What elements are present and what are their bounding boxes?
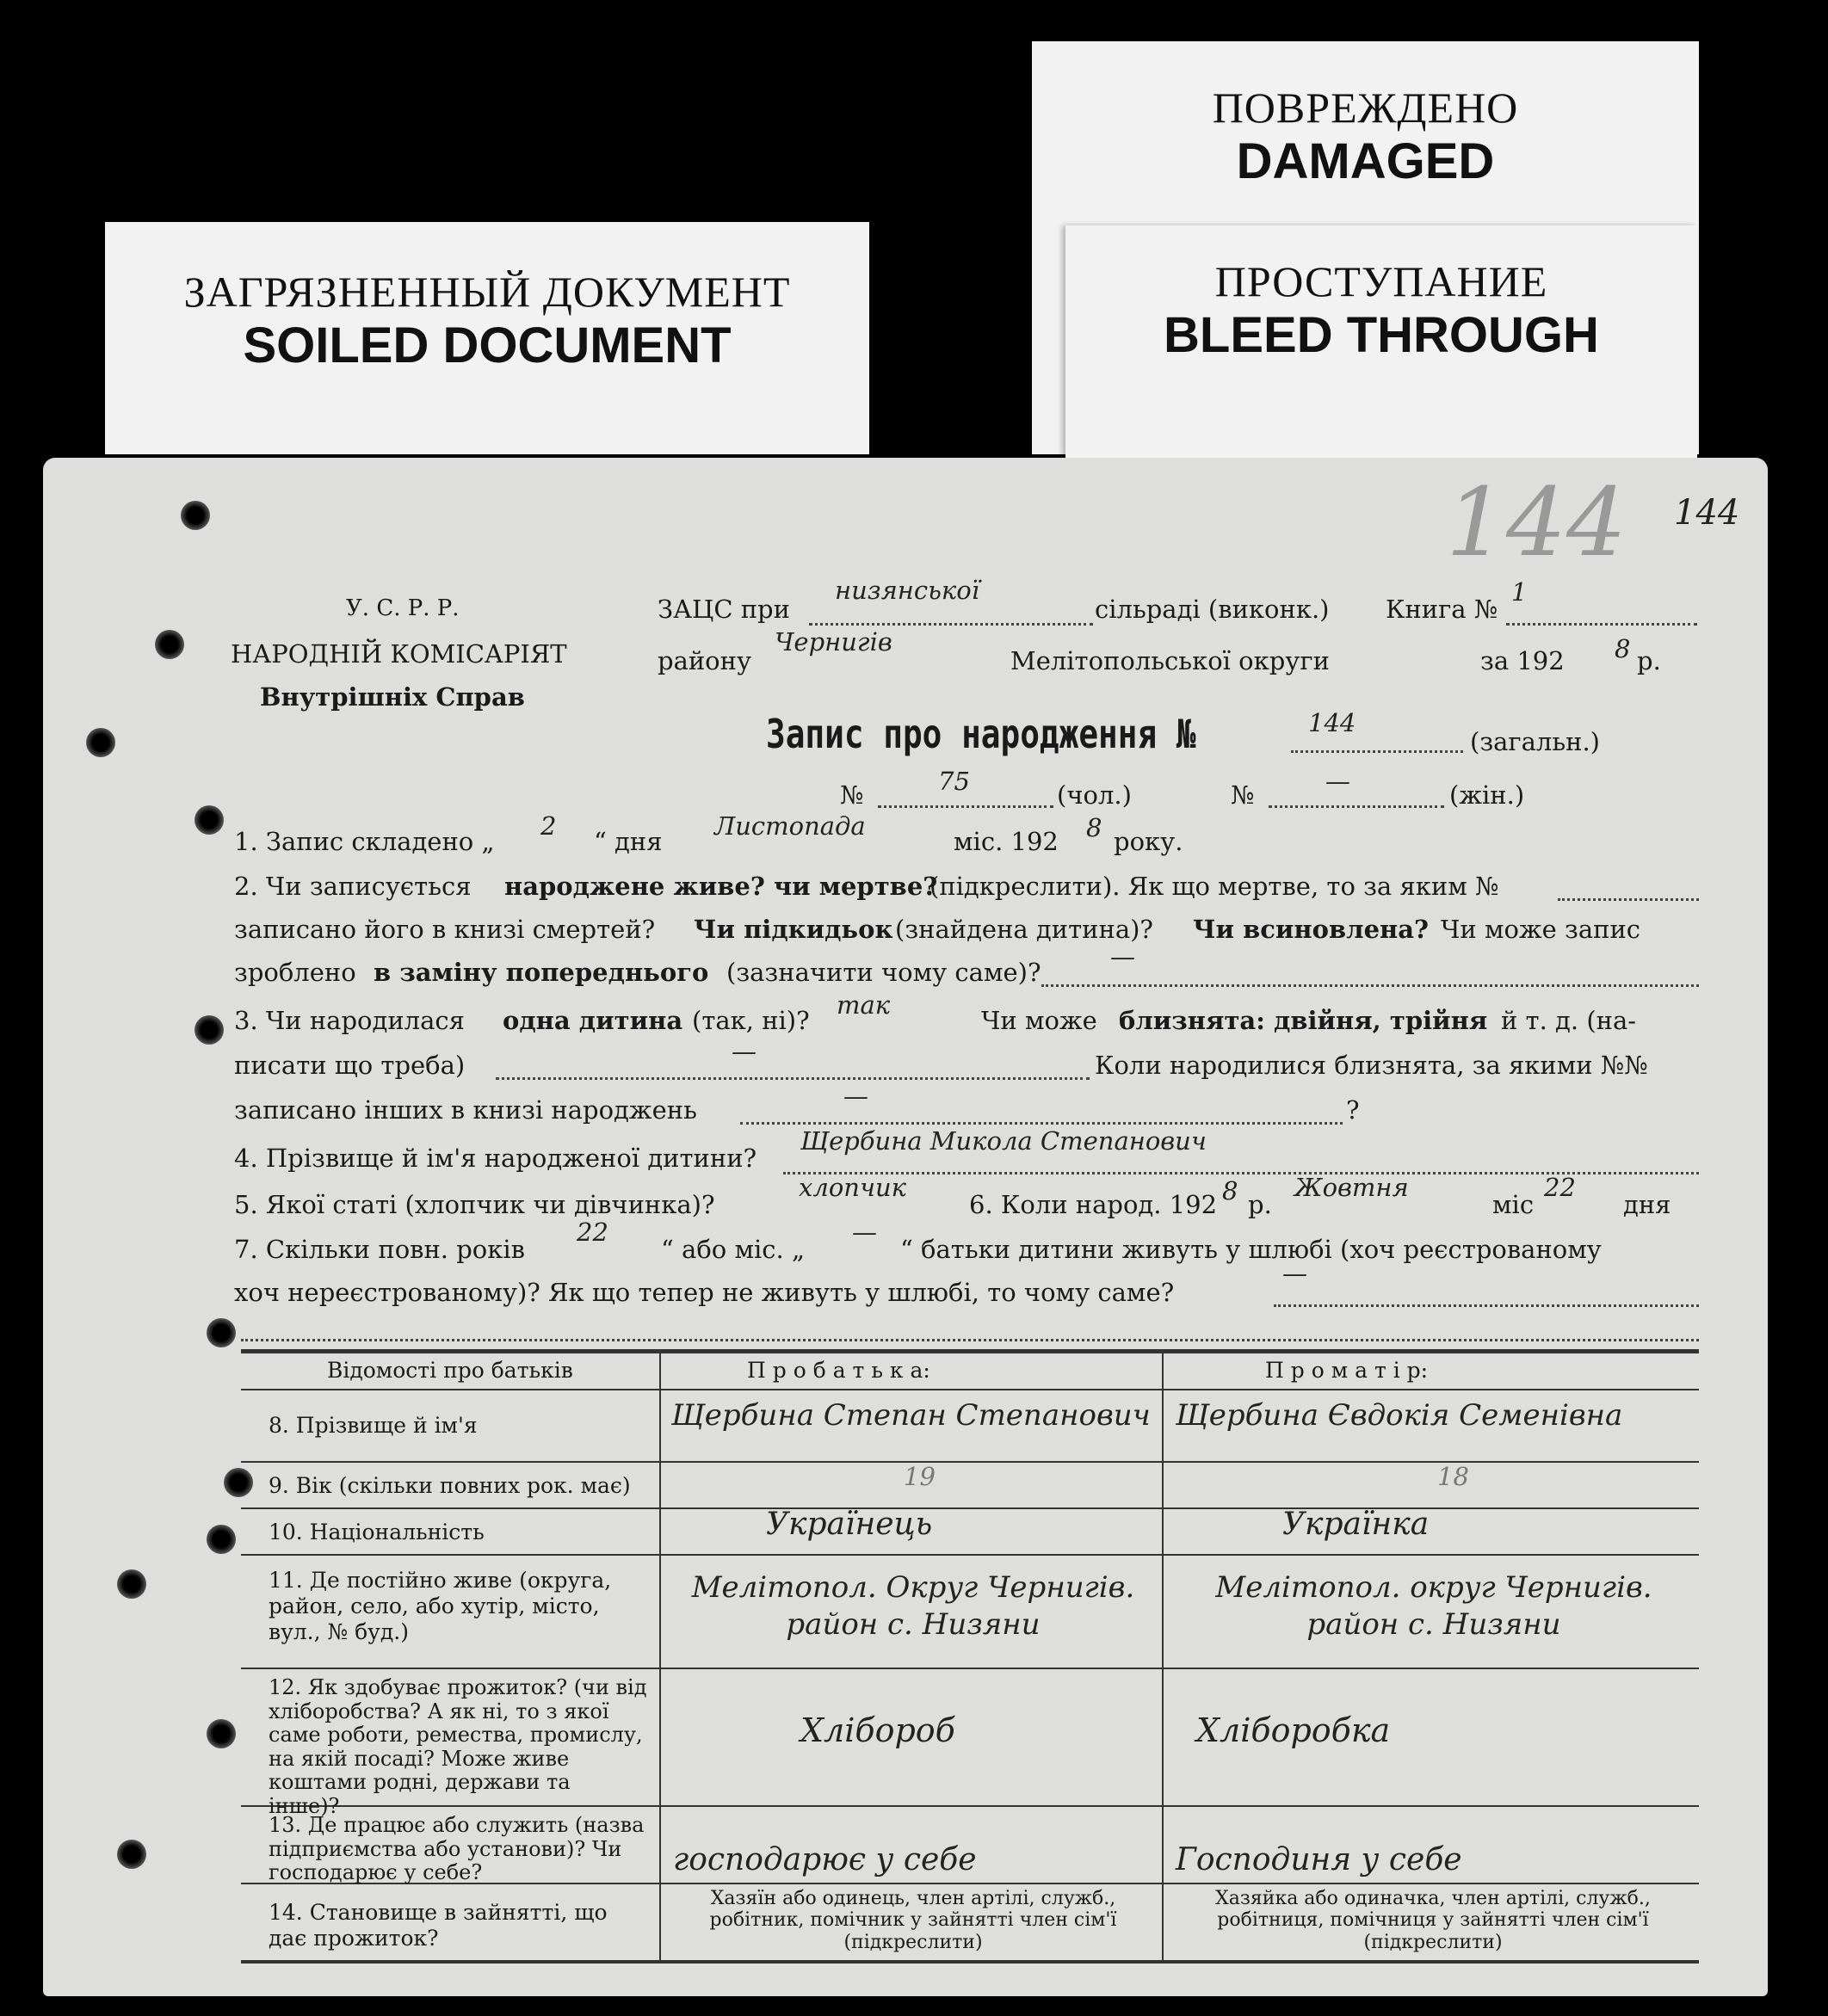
q7-line2: хоч нереєстрованому)? Як що тепер не живуть у шлюбі, то чому саме? [234, 1278, 1175, 1307]
birth-day: 22 [1544, 1173, 1576, 1202]
q2-line2-a: записано його в книзі смертей? [234, 915, 656, 944]
record-general: (загальн.) [1470, 727, 1600, 756]
punch-hole [224, 1468, 253, 1497]
q2-line2-e: Чи може запис [1441, 915, 1641, 944]
mother-nationality: Українка [1282, 1507, 1430, 1542]
book-label: Книга № [1386, 595, 1498, 624]
row-label: 8. Прізвище й ім'я [269, 1413, 478, 1438]
q1-day: 2 [540, 811, 557, 841]
punch-hole [155, 630, 184, 659]
dotted-line [1558, 898, 1699, 901]
soiled-label-ru: ЗАГРЯЗНЕННЫЙ ДОКУМЕНТ [183, 268, 791, 316]
q3-line1-f: й т. д. (на- [1501, 1006, 1637, 1035]
table-row-divider [241, 1554, 1699, 1556]
father-workplace: господарює у себе [673, 1842, 977, 1877]
q6-text-a: 6. Коли народ. 192 [969, 1190, 1218, 1219]
table-row-divider [241, 1507, 1699, 1509]
q3-line3-value: — [843, 1082, 868, 1111]
q2-line1-a: 2. Чи записується [234, 872, 472, 901]
q6-year: 8 [1222, 1176, 1238, 1205]
zags-suffix: сільраді (виконк.) [1095, 595, 1330, 624]
punch-hole [207, 1318, 236, 1347]
year-suffix: р. [1637, 646, 1661, 675]
soiled-document-label [105, 222, 869, 454]
zags-village: низянської [835, 576, 979, 605]
dotted-line [1269, 805, 1444, 808]
punch-hole [86, 728, 115, 757]
punch-hole [117, 1569, 146, 1599]
birth-record-card [43, 458, 1768, 1996]
father-age: 19 [904, 1462, 936, 1491]
row-label: 14. Становище в зайнятті, що дає прожиток? [269, 1900, 608, 1951]
q3-line3-a: записано інших в книзі народжень [234, 1095, 697, 1125]
male-number-label: № [840, 780, 864, 810]
q2-line1-b: народжене живе? чи мертве? [504, 872, 938, 901]
female-label: (жін.) [1449, 780, 1525, 810]
q2-line3-value: — [1110, 942, 1135, 971]
father-nationality: Українець [766, 1507, 933, 1542]
father-livelihood: Хлібороб [800, 1711, 955, 1749]
q3-line1-value: так [837, 990, 891, 1020]
corner-number: 144 [1446, 467, 1627, 577]
bleed-label-ru: ПРОСТУПАНИЕ [1214, 257, 1548, 305]
punch-hole [195, 805, 224, 835]
q3-line3-b: ? [1346, 1095, 1360, 1125]
mother-workplace: Господиня у себе [1176, 1842, 1462, 1877]
mother-residence: Мелітопол. округ Чернигів. район с. Низяни [1215, 1570, 1652, 1642]
damaged-label-ru: ПОВРЕЖДЕНО [1212, 83, 1519, 132]
corner-number-small: 144 [1674, 493, 1740, 533]
punch-hole [207, 1719, 236, 1748]
mother-livelihood: Хліборобка [1196, 1711, 1391, 1749]
row-label: 11. Де постійно живе (округа, район, село, або хутір, місто, вул., № буд.) [269, 1568, 612, 1644]
district-value: Чернигів [775, 627, 892, 657]
col-header-mother: П р о м а т і р: [1265, 1358, 1429, 1383]
q1-text-d: року. [1114, 827, 1183, 856]
dotted-line [740, 1122, 1343, 1125]
record-title: Запис про народження № [766, 711, 1196, 757]
table-row-divider [241, 1461, 1699, 1463]
punch-hole [181, 501, 210, 530]
dotted-line [1041, 984, 1699, 987]
q3-line2-value: — [732, 1037, 757, 1066]
punch-hole [195, 1015, 224, 1045]
q3-line1-d: Чи може [981, 1006, 1097, 1035]
punch-hole [117, 1840, 146, 1869]
q3-line1-b: одна дитина [503, 1006, 683, 1035]
org-line-2: НАРОДНІЙ КОМІСАРІЯТ [231, 639, 567, 669]
q2-line1-c: (підкреслити). Як що мертве, то за яким № [929, 872, 1499, 901]
dotted-line [496, 1077, 1090, 1080]
father-employment-status: Хазяїн або одинець, член артілі, служб., робітник, помічник у зайнятті член сім'ї (підкреслити) [709, 1888, 1117, 1953]
child-name: Щербина Микола Степанович [800, 1126, 1207, 1156]
dotted-line [1274, 1304, 1699, 1307]
org-line-3: Внутрішніх Справ [260, 682, 525, 712]
q2-line2-b: Чи підкидьок [694, 915, 893, 944]
male-number: 75 [938, 767, 970, 796]
q2-line3-a: зроблено [234, 958, 356, 987]
dotted-line [1291, 750, 1463, 753]
q1-text-c: міс. 192 [954, 827, 1059, 856]
female-number-label: № [1231, 780, 1255, 810]
mother-age: 18 [1437, 1462, 1469, 1491]
q1-year: 8 [1086, 813, 1102, 842]
bleed-through-label [1065, 225, 1697, 458]
year-prefix: за 192 [1480, 646, 1565, 675]
q3-line1-c: (так, ні)? [692, 1006, 810, 1035]
dotted-line [1506, 623, 1697, 626]
q3-line1-e: близнята: двійня, трійня [1119, 1006, 1488, 1035]
q1-text-b: “ дня [594, 827, 663, 856]
row-label: 9. Вік (скільки повних рок. має) [269, 1473, 631, 1498]
table-bottom-border [241, 1960, 1699, 1964]
table-row-divider [241, 1668, 1699, 1669]
child-sex: хлопчик [799, 1173, 906, 1202]
q7-line2-value: — [1282, 1259, 1307, 1288]
col-header-father: П р о б а т ь к а: [747, 1358, 930, 1383]
table-top-border [241, 1349, 1699, 1353]
soiled-label-en: SOILED DOCUMENT [243, 318, 732, 373]
record-number: 144 [1308, 708, 1356, 737]
father-residence: Мелітопол. Округ Чернигів. район с. Низяни [691, 1570, 1135, 1642]
q1-text-a: 1. Запис складено „ [234, 827, 495, 856]
mother-employment-status: Хазяйка або одиначка, член артілі, служб., робітниця, помічниця у зайнятті член сім'ї (підкреслити) [1215, 1888, 1651, 1953]
q2-line3-b: в заміну попереднього [374, 958, 709, 987]
birth-month: Жовтня [1294, 1173, 1409, 1202]
dotted-line [878, 805, 1053, 808]
year-digit: 8 [1615, 634, 1631, 663]
q6-text-c: міс [1492, 1190, 1535, 1219]
row-label: 13. Де працює або служить (назва підприємства або установи)? Чи господарює у себе? [269, 1813, 645, 1885]
punch-hole [207, 1525, 236, 1554]
q2-line2-c: (знайдена дитина)? [895, 915, 1153, 944]
male-label: (чол.) [1057, 780, 1132, 810]
book-number: 1 [1511, 577, 1528, 607]
q3-line2-b: Коли народилися близнята, за якими №№ [1095, 1051, 1648, 1080]
mother-name: Щербина Євдокія Семенівна [1176, 1398, 1623, 1433]
marriage-months: — [852, 1218, 877, 1247]
dotted-line [809, 623, 1093, 626]
father-name: Щербина Степан Степанович [671, 1398, 1151, 1433]
org-line-1: У. С. Р. Р. [346, 595, 460, 621]
marriage-years: 22 [577, 1218, 608, 1247]
district-suffix: Мелітопольської округи [1010, 646, 1330, 675]
col-header-info: Відомості про батьків [327, 1358, 573, 1383]
q1-month: Листопада [714, 811, 866, 841]
table-row-divider [241, 1389, 1699, 1390]
zags-prefix: ЗАЦС при [658, 595, 790, 624]
q7-line1-a: 7. Скільки повн. років [234, 1235, 525, 1264]
q6-text-b: р. [1248, 1190, 1272, 1219]
dotted-line [241, 1339, 1699, 1341]
damaged-label-en: DAMAGED [1236, 133, 1495, 189]
row-label: 12. Як здобуває прожиток? (чи від хліборобства? А як ні, то з якої саме роботи, ремества, промислу, на якій посаді? Може живе коштами родні, держави та інше)? [269, 1675, 647, 1818]
table-column-divider [1162, 1349, 1164, 1960]
bleed-label-en: BLEED THROUGH [1164, 307, 1599, 363]
table-column-divider [659, 1349, 661, 1960]
female-number: — [1325, 767, 1350, 796]
row-label: 10. Національність [269, 1520, 485, 1544]
q3-line1-a: 3. Чи народилася [234, 1006, 465, 1035]
q2-line3-c: (зазначити чому саме)? [726, 958, 1041, 987]
q4-label: 4. Прізвище й ім'я народженої дитини? [234, 1144, 757, 1173]
q2-line2-d: Чи всиновлена? [1193, 915, 1430, 944]
q6-text-d: дня [1623, 1190, 1671, 1219]
q7-line1-b: “ або міс. „ [661, 1235, 806, 1264]
q7-line1-c: “ батьки дитини живуть у шлюбі (хоч реєстрованому [900, 1235, 1602, 1264]
q5-label: 5. Якої статі (хлопчик чи дівчинка)? [234, 1190, 715, 1219]
district-prefix: району [658, 646, 752, 675]
q3-line2-a: писати що треба) [234, 1051, 466, 1080]
